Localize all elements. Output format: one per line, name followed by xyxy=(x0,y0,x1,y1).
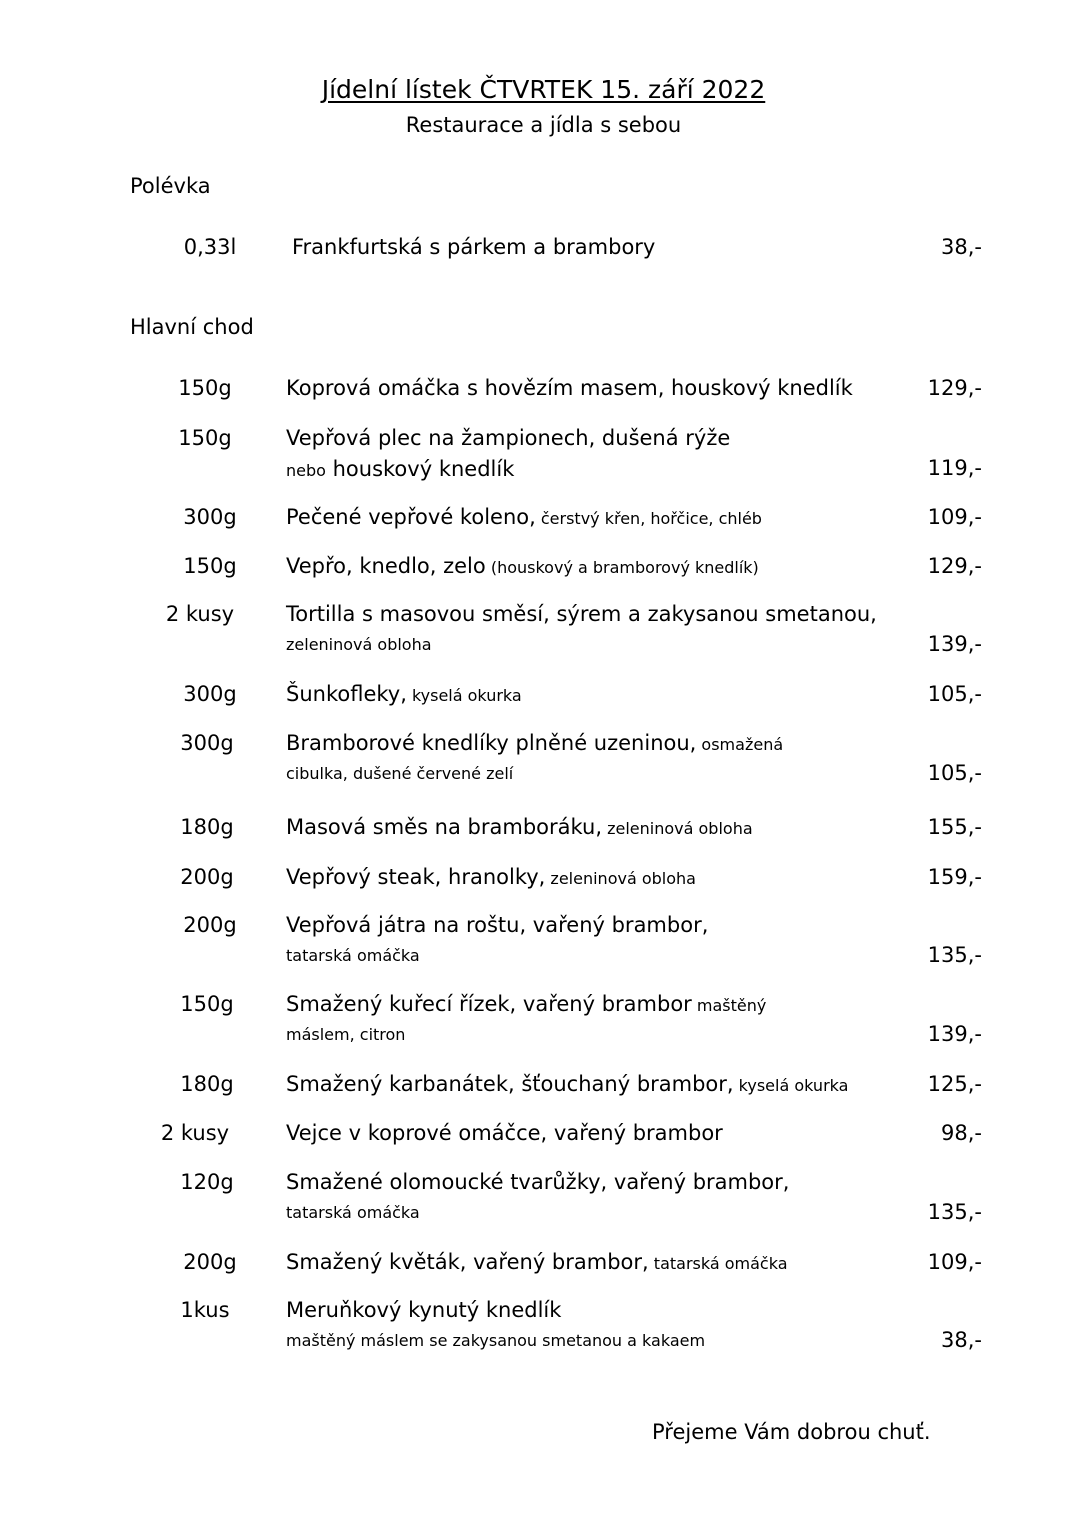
item-name: Smažený kuřecí řízek, vařený brambor xyxy=(286,992,692,1016)
item-name-line xyxy=(286,909,708,941)
item-second-line xyxy=(286,1022,405,1048)
item-amount: 300g xyxy=(183,505,237,529)
item-note: zeleninová obloha xyxy=(602,819,753,838)
item-price: 109,- xyxy=(927,1250,982,1274)
item-price: 159,- xyxy=(927,865,982,889)
item-amount: 180g xyxy=(180,1072,234,1096)
item-price: 129,- xyxy=(927,554,982,578)
item-name-line xyxy=(286,550,759,584)
item-price: 129,- xyxy=(927,376,982,400)
item-name-line xyxy=(286,598,877,630)
menu-item xyxy=(0,727,1087,791)
item-name: Pečené vepřové koleno, xyxy=(286,505,536,529)
item-name-line xyxy=(286,1294,561,1326)
item-price: 139,- xyxy=(927,1022,982,1046)
item-name: Tortilla s masovou směsí, sýrem a zakysanou smetanou, xyxy=(286,602,877,626)
item-name: Frankfurtská s párkem a brambory xyxy=(292,235,656,259)
item-price: 135,- xyxy=(927,1200,982,1224)
item-name-continued: houskový knedlík xyxy=(325,457,515,481)
item-note: osmažená xyxy=(696,735,784,754)
item-second-line xyxy=(286,632,432,658)
item-description: maštěný máslem se zakysanou smetanou a kakaem xyxy=(286,1331,706,1350)
item-name-line xyxy=(286,861,696,895)
item-name-line xyxy=(286,372,853,404)
item-name: Vejce v koprové omáčce, vařený brambor xyxy=(286,1121,723,1145)
item-name: Bramborové knedlíky plněné uzeninou, xyxy=(286,731,697,755)
item-second-line xyxy=(286,943,420,969)
item-amount: 150g xyxy=(180,992,234,1016)
item-note: zeleninová obloha xyxy=(545,869,696,888)
item-amount: 200g xyxy=(180,865,234,889)
item-name-line xyxy=(286,1166,789,1198)
item-description: nebo xyxy=(286,461,326,480)
item-name-line xyxy=(286,678,522,712)
item-name: Meruňkový kynutý knedlík xyxy=(286,1298,562,1322)
item-name: Vepřo, knedlo, zelo xyxy=(286,554,486,578)
soup-item xyxy=(0,231,1087,295)
item-note: čerstvý křen, hořčice, chléb xyxy=(535,509,762,528)
item-price: 125,- xyxy=(927,1072,982,1096)
item-price: 155,- xyxy=(927,815,982,839)
menu-title: Jídelní lístek ČTVRTEK 15. září 2022 xyxy=(321,75,766,104)
menu-item xyxy=(0,598,1087,662)
item-description: máslem, citron xyxy=(286,1025,406,1044)
item-price: 105,- xyxy=(927,761,982,785)
item-price: 38,- xyxy=(941,1328,982,1352)
item-amount: 150g xyxy=(178,426,232,450)
item-name-line xyxy=(286,811,753,845)
item-name: Vepřová játra na roštu, vařený brambor, xyxy=(286,913,709,937)
item-price: 135,- xyxy=(927,943,982,967)
item-name: Masová směs na bramboráku, xyxy=(286,815,603,839)
item-amount: 200g xyxy=(183,913,237,937)
item-amount: 2 kusy xyxy=(160,1121,230,1145)
menu-subtitle: Restaurace a jídla s sebou xyxy=(405,113,682,137)
item-amount: 180g xyxy=(180,815,234,839)
item-second-line xyxy=(286,761,513,787)
item-amount: 150g xyxy=(183,554,237,578)
item-name-line xyxy=(286,727,783,761)
item-name-line xyxy=(286,501,762,535)
item-name: Smažený květák, vařený brambor, xyxy=(286,1250,649,1274)
item-name-line xyxy=(286,1117,723,1149)
item-description: zeleninová obloha xyxy=(286,635,432,654)
item-name: Koprová omáčka s hovězím masem, houskový knedlík xyxy=(286,376,853,400)
item-price: 139,- xyxy=(927,632,982,656)
item-name-line xyxy=(286,1246,788,1280)
item-name-line xyxy=(286,1068,848,1102)
menu-item xyxy=(0,988,1087,1052)
item-name: Šunkofleky, xyxy=(286,682,407,706)
item-amount: 200g xyxy=(183,1250,237,1274)
item-price: 105,- xyxy=(927,682,982,706)
item-name-line xyxy=(286,988,766,1022)
item-description: cibulka, dušené červené zelí xyxy=(286,764,514,783)
section-heading-soup: Polévka xyxy=(130,174,211,198)
item-note: (houskový a bramborový knedlík) xyxy=(485,558,759,577)
item-note: kyselá okurka xyxy=(733,1076,849,1095)
closing-wish: Přejeme Vám dobrou chuť. xyxy=(652,1420,931,1444)
item-amount: 150g xyxy=(178,376,232,400)
item-name: Smažené olomoucké tvarůžky, vařený brambor, xyxy=(286,1170,790,1194)
item-amount: 1kus xyxy=(180,1298,230,1322)
item-name: Vepřový steak, hranolky, xyxy=(286,865,546,889)
item-price: 38,- xyxy=(941,235,982,259)
item-amount: 300g xyxy=(180,731,234,755)
item-note: maštěný xyxy=(691,996,767,1015)
item-amount: 0,33l xyxy=(183,235,237,259)
item-note: kyselá okurka xyxy=(406,686,522,705)
item-second-line xyxy=(286,1200,420,1226)
item-note: tatarská omáčka xyxy=(648,1254,788,1273)
item-second-line xyxy=(286,456,514,484)
item-name: Smažený karbanátek, šťouchaný brambor, xyxy=(286,1072,734,1096)
menu-item xyxy=(0,1166,1087,1230)
item-name: Vepřová plec na žampionech, dušená rýže xyxy=(286,426,731,450)
item-second-line xyxy=(286,1328,705,1354)
section-heading-main: Hlavní chod xyxy=(130,315,254,339)
menu-item xyxy=(0,422,1087,486)
item-description: tatarská omáčka xyxy=(286,946,420,965)
item-amount: 120g xyxy=(180,1170,234,1194)
item-amount: 300g xyxy=(183,682,237,706)
item-name-line xyxy=(286,422,730,454)
item-price: 109,- xyxy=(927,505,982,529)
item-description: tatarská omáčka xyxy=(286,1203,420,1222)
item-amount: 2 kusy xyxy=(165,602,235,626)
item-price: 119,- xyxy=(927,456,982,480)
menu-item xyxy=(0,1294,1087,1358)
item-price: 98,- xyxy=(941,1121,982,1145)
menu-item xyxy=(0,909,1087,973)
